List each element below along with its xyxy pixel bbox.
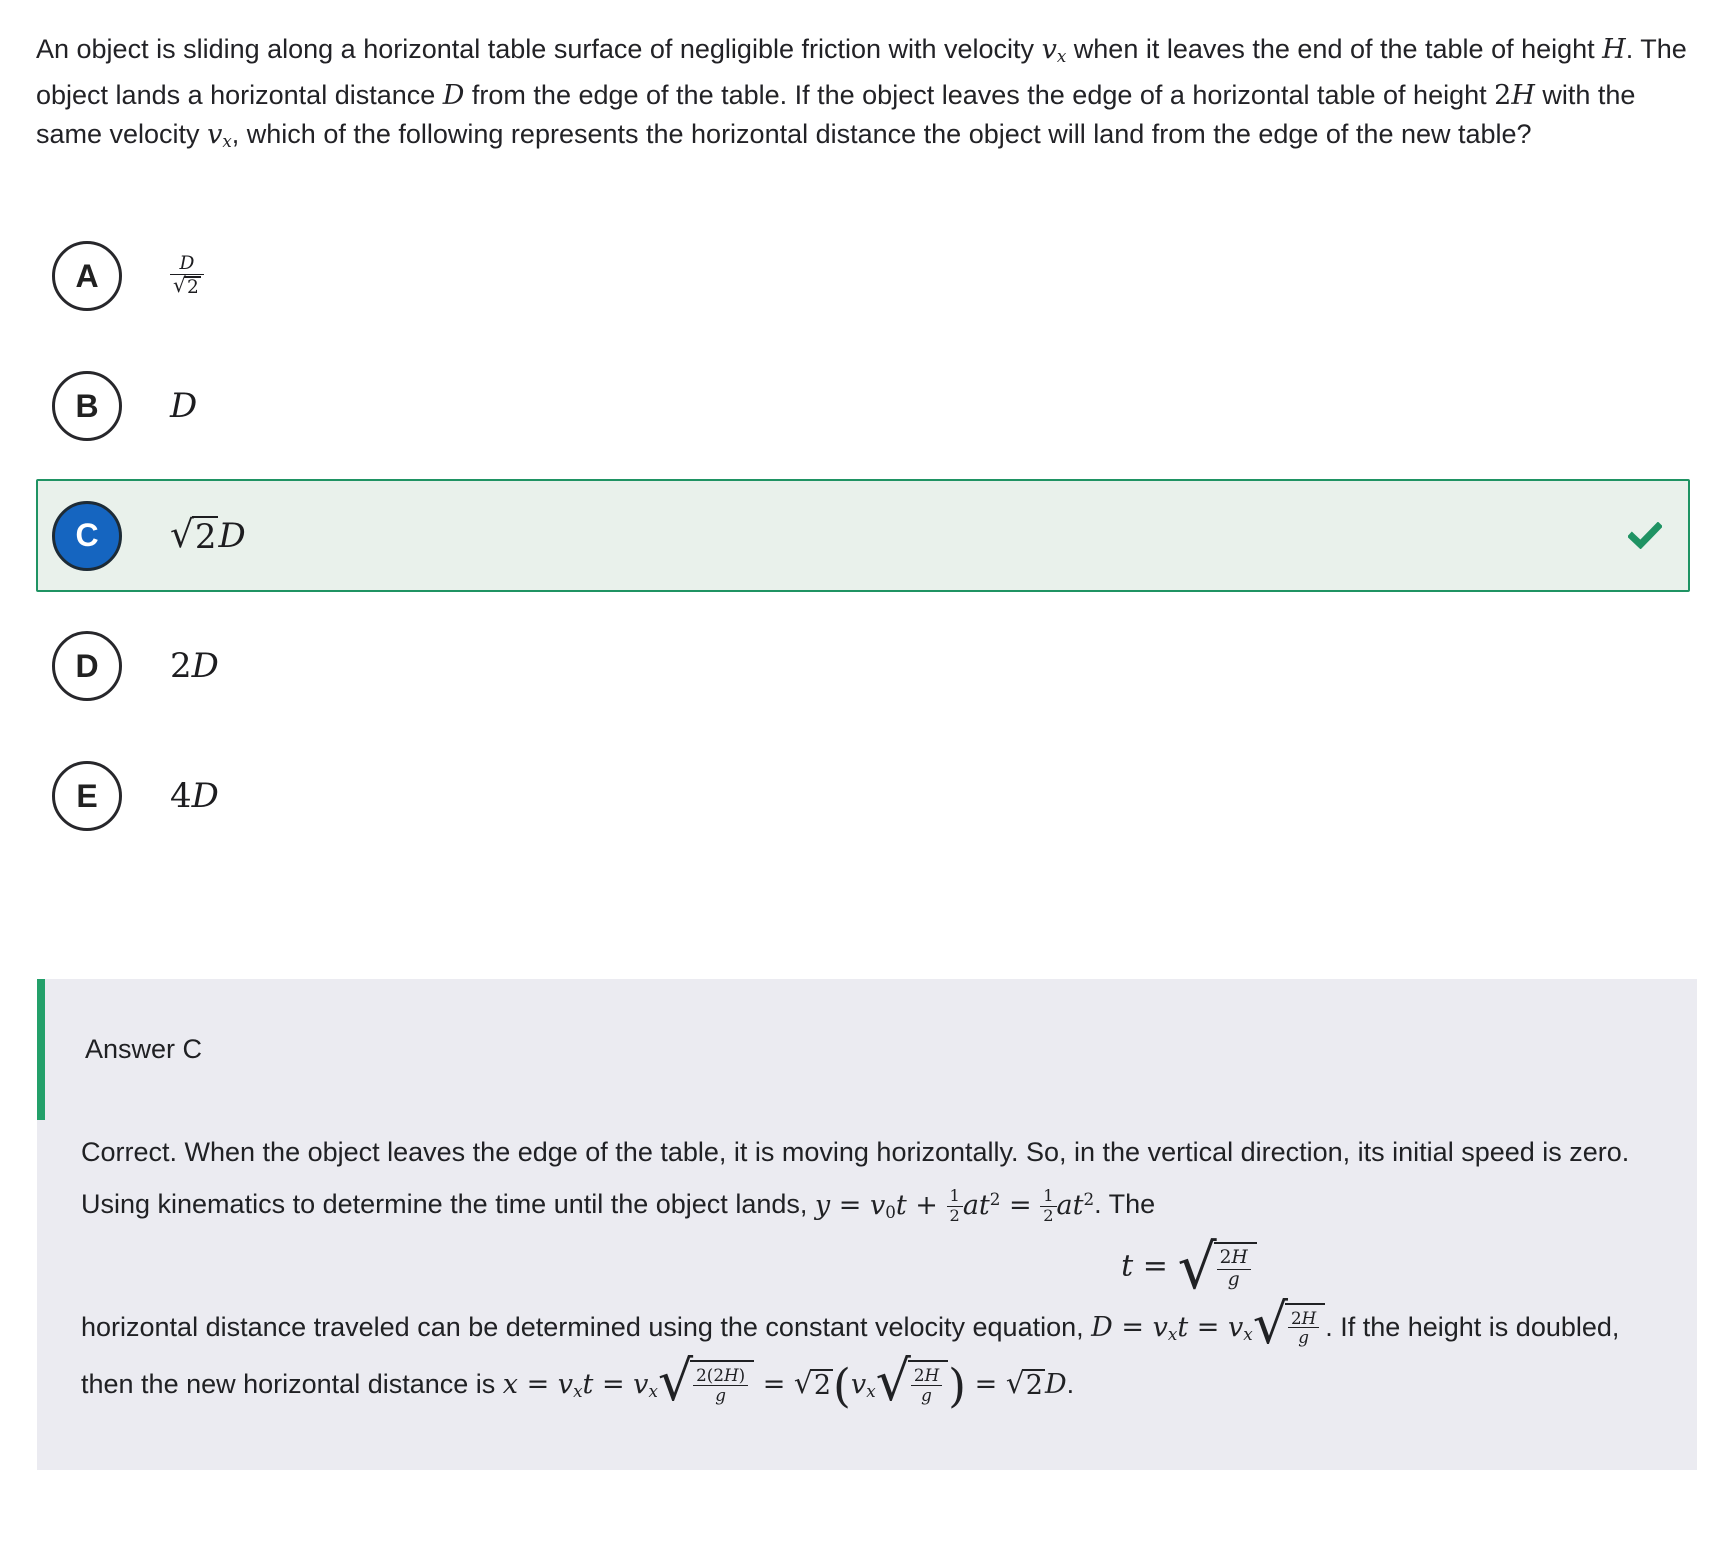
- option-c-formula: √ 2 D: [170, 511, 246, 557]
- option-a[interactable]: [0, 211, 1726, 341]
- option-c-letter: C: [75, 517, 99, 554]
- answer-heading: Answer C: [85, 1034, 203, 1065]
- option-e[interactable]: [0, 731, 1726, 861]
- option-e-formula: 4D: [170, 775, 219, 816]
- option-b-radio[interactable]: [52, 371, 122, 441]
- explanation-paragraph-2: horizontal distance traveled can be determined using the constant velocity equation, $D = v_xt = v_x$ √ $\frac{2H}{g}$ . If the height is doubled, then the new horizontal distance is $x = v_xt = v_x$ √ $\frac{2(2H)}{g}$ = √ 2 ($v_x$ √ $\frac{2H}{g}$ ) = √ 2 D.: [81, 1292, 1620, 1414]
- question-text: An object is sliding along a horizontal table surface of negligible friction with velocity $v_x$ when it leaves the end of the table of height H. The object lands a horizontal distance D from the edge of the table. If the object leaves the edge of a horizontal table of height 2H with the same velocity $v_x$, which of the following represents the horizontal distance the object will land from the edge of the new table?: [36, 34, 1687, 152]
- option-a-letter: A: [75, 257, 99, 294]
- answer-explanation: [81, 1129, 1657, 1414]
- option-c-selected[interactable]: [36, 479, 1690, 592]
- option-e-radio[interactable]: [52, 761, 122, 831]
- time-equation-display: t = √ $\frac{2H}{g}$: [1121, 1239, 1257, 1296]
- option-d-formula: 2D: [170, 645, 219, 686]
- options-list: [0, 211, 1726, 861]
- explanation-paragraph-1: Correct. When the object leaves the edge of the table, it is moving horizontally. So, in the vertical direction, its initial speed is zero. Using kinematics to determine the time until the object lands, $y = v_0t$ + $\frac{1}{2}$ $at^2$ = $\frac{1}{2}$ $at^2$. The: [81, 1137, 1630, 1225]
- option-e-letter: E: [76, 777, 98, 814]
- option-d-letter: D: [75, 647, 99, 684]
- option-d[interactable]: [0, 601, 1726, 731]
- correct-check-icon: [1628, 522, 1662, 549]
- option-b-formula: D: [170, 385, 198, 426]
- option-b[interactable]: [0, 341, 1726, 471]
- option-a-formula: D √ 2: [170, 254, 204, 300]
- option-c-radio-selected[interactable]: [52, 501, 122, 571]
- option-b-letter: B: [75, 387, 99, 424]
- option-a-radio[interactable]: [52, 241, 122, 311]
- answer-section: [37, 979, 1697, 1470]
- option-d-radio[interactable]: [52, 631, 122, 701]
- answer-accent-bar: [37, 979, 45, 1120]
